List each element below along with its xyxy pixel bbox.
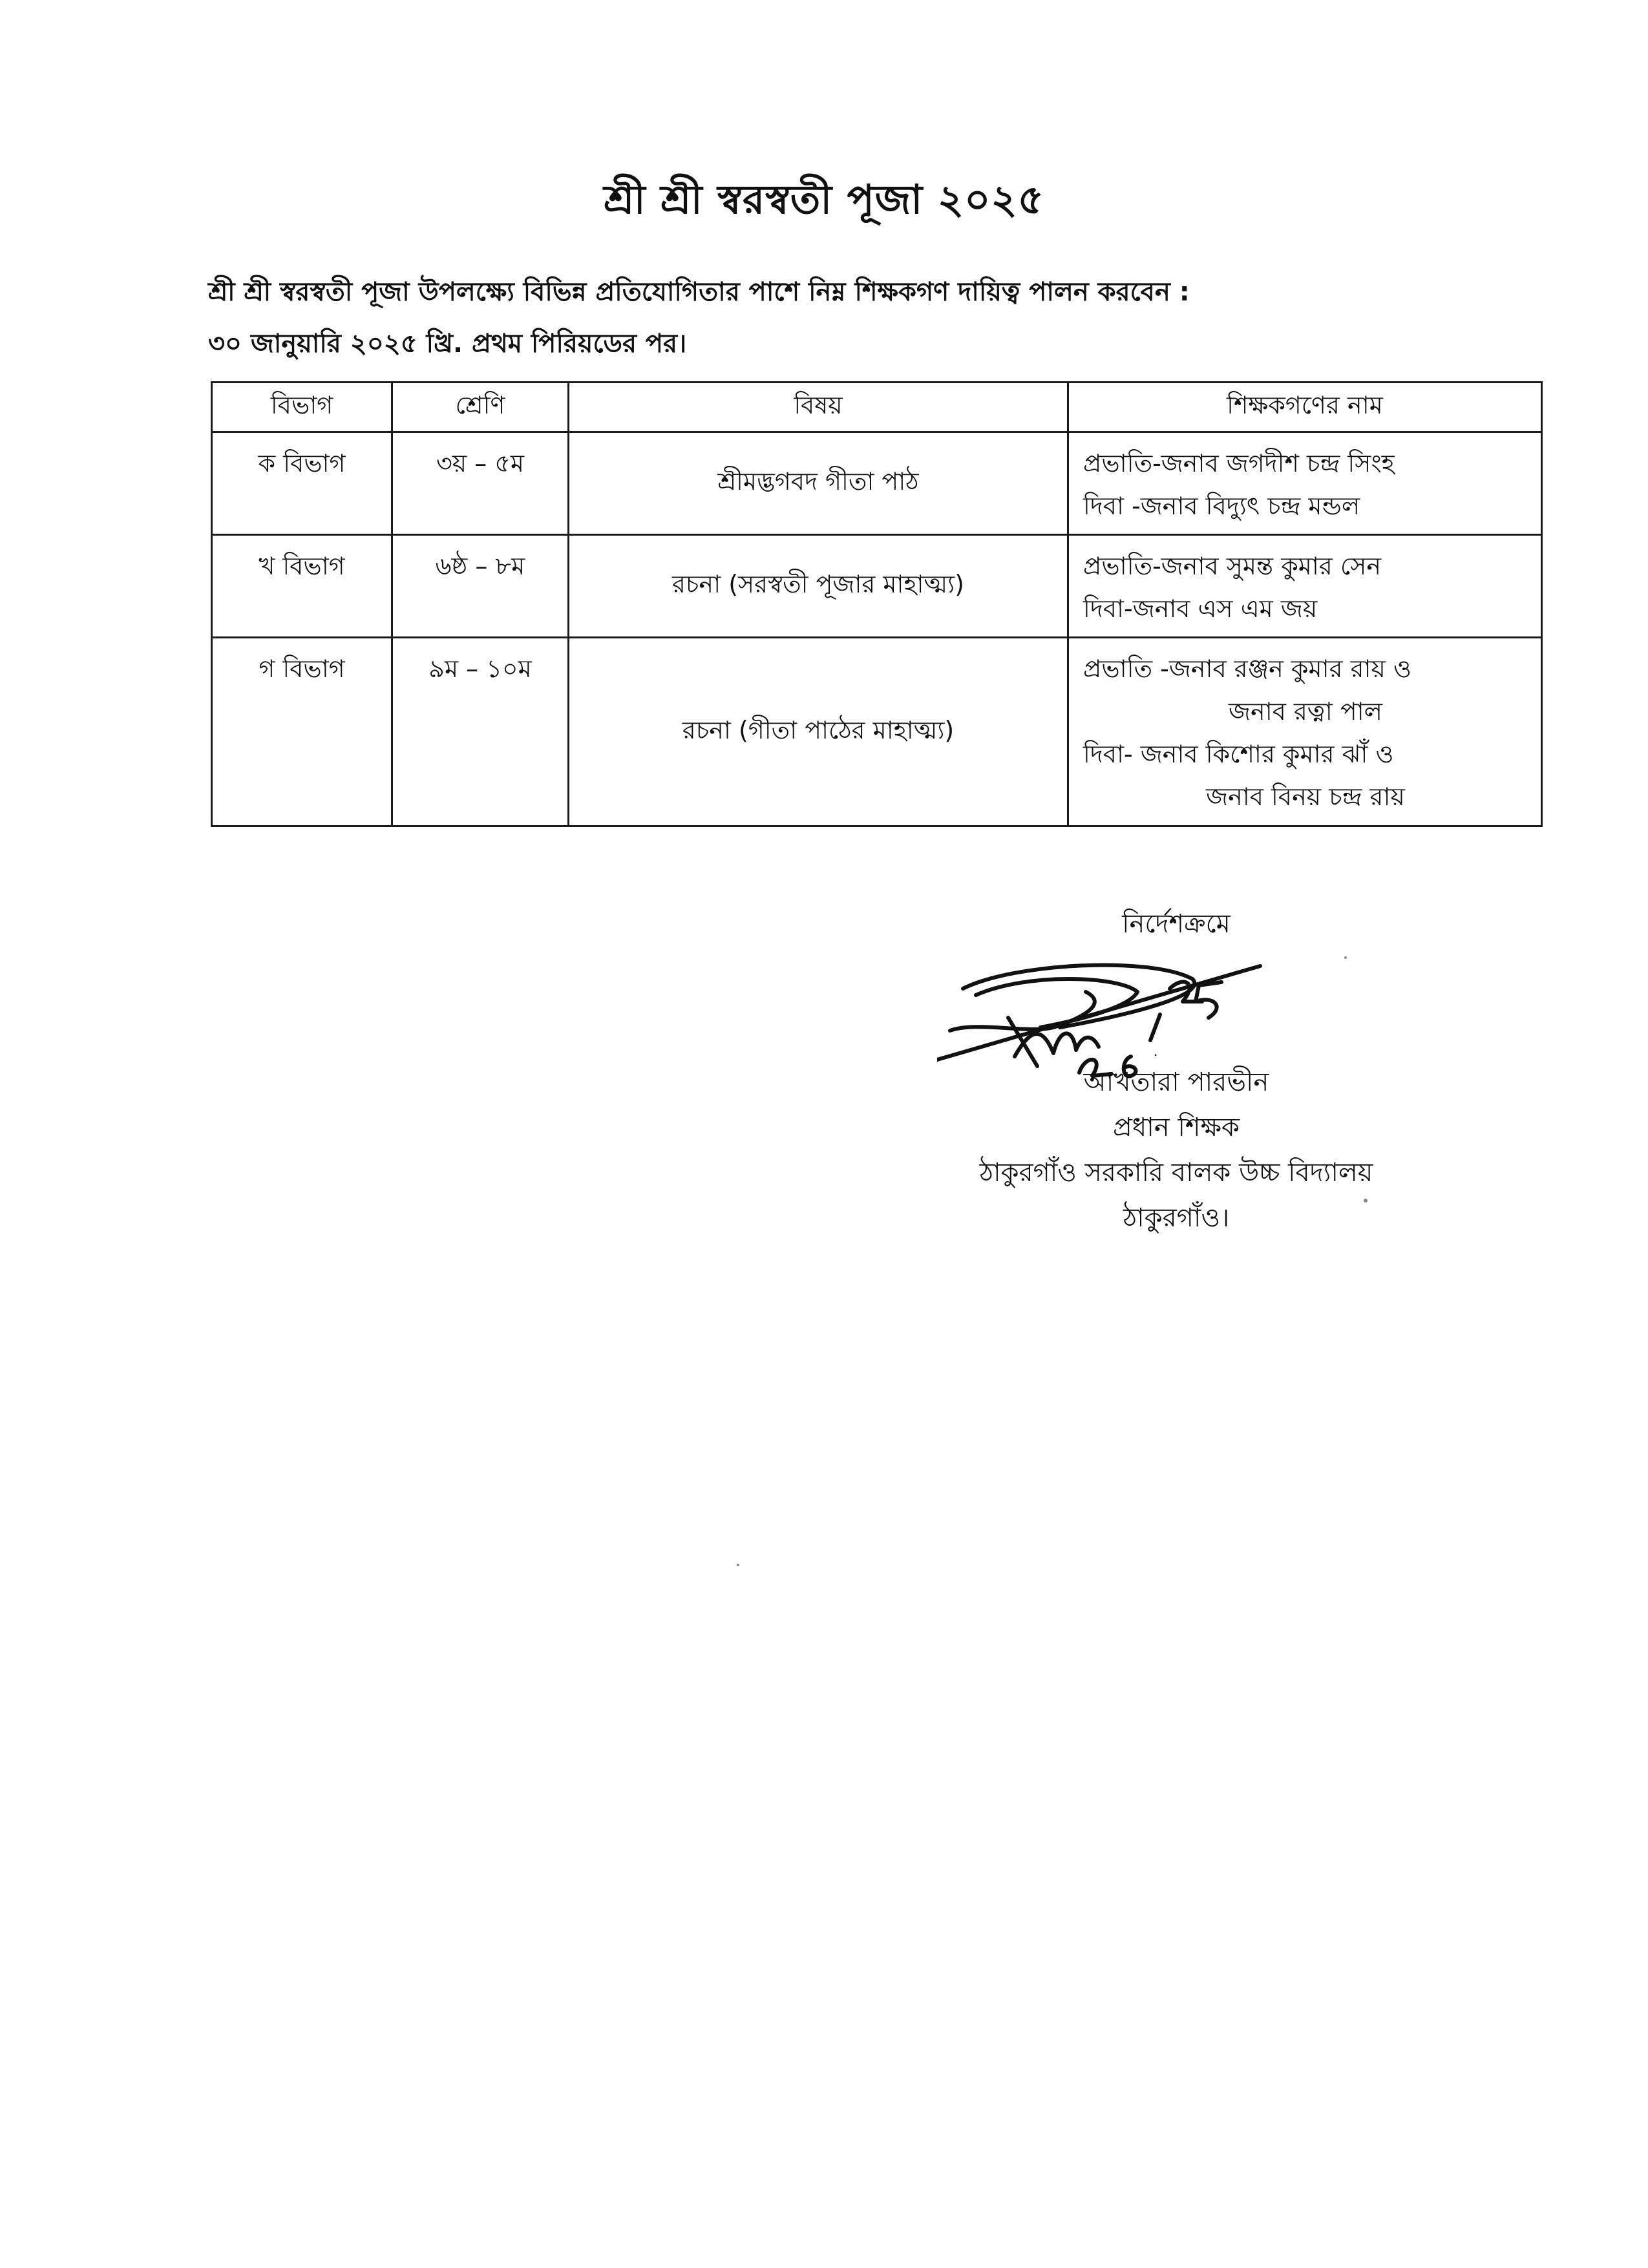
intro-paragraph: [208, 266, 1436, 370]
cell-class: ৯ম – ১০ম: [392, 638, 569, 826]
cell-teachers: [1068, 535, 1542, 638]
sign-date-dot: ·: [1154, 1047, 1158, 1063]
intro-line-1: শ্রী শ্রী স্বরস্বতী পূজা উপলক্ষ্যে বিভিন্ন প্রতিযোগিতার পাশে নিম্ন শিক্ষকগণ দায়িত্ব পালন করবেন :: [208, 277, 1190, 307]
header-subject: বিষয়: [569, 383, 1068, 432]
teacher-line: দিবা- জনাব কিশোর কুমার ঝাঁ ও: [1083, 740, 1394, 768]
signatory-name: আখতারা পারভীন: [1083, 1067, 1269, 1097]
teacher-line: দিবা -জনাব বিদ্যুৎ চন্দ্র মন্ডল: [1083, 492, 1360, 520]
header-category: বিভাগ: [212, 383, 392, 432]
header-class: শ্রেণি: [392, 383, 569, 432]
cell-class: ৬ষ্ঠ – ৮ম: [392, 535, 569, 638]
cell-teachers: [1068, 432, 1542, 535]
cell-subject: শ্রীমদ্ভগবদ গীতা পাঠ: [569, 432, 1068, 535]
by-order-label: নির্দেশক্রমে: [1122, 909, 1231, 939]
institution-location: ঠাকুরগাঁও।: [1123, 1203, 1230, 1233]
scan-speck: [1364, 1199, 1368, 1202]
teacher-line: প্রভাতি-জনাব সুমন্ত কুমার সেন: [1083, 552, 1382, 580]
header-teachers: শিক্ষকগণের নাম: [1068, 383, 1542, 432]
document-title: শ্রী শ্রী স্বরস্বতী পূজা ২০২৫: [604, 176, 1044, 223]
teacher-line: প্রভাতি-জনাব জগদীশ চন্দ্র সিংহ: [1083, 449, 1395, 478]
cell-teachers: [1068, 638, 1542, 826]
intro-line-2: ৩০ জানুয়ারি ২০২৫ খ্রি. প্রথম পিরিয়ডের পর।: [208, 329, 687, 359]
table-row: [212, 432, 1542, 535]
cell-category: ক বিভাগ: [212, 432, 392, 535]
teacher-line: জনাব রত্না পাল: [1229, 697, 1382, 726]
teacher-line: জনাব বিনয় চন্দ্র রায়: [1206, 782, 1405, 811]
cell-class: ৩য় – ৫ম: [392, 432, 569, 535]
table-header-row: [212, 383, 1542, 432]
scan-speck: [1344, 956, 1347, 959]
institution-name: ঠাকুরগাঁও সরকারি বালক উচ্চ বিদ্যালয়: [979, 1158, 1373, 1188]
cell-subject: রচনা (গীতা পাঠের মাহাত্ম্য): [569, 638, 1068, 826]
teacher-line: দিবা-জনাব এস এম জয়: [1083, 594, 1318, 623]
signature-block: [885, 1060, 1467, 1241]
table-row: [212, 638, 1542, 826]
scan-speck: [737, 1564, 739, 1566]
cell-category: খ বিভাগ: [212, 535, 392, 638]
duty-table: [211, 381, 1543, 827]
teacher-line: প্রভাতি -জনাব রঞ্জন কুমার রায় ও: [1083, 655, 1411, 683]
cell-subject: রচনা (সরস্বতী পূজার মাহাত্ম্য): [569, 535, 1068, 638]
cell-category: গ বিভাগ: [212, 638, 392, 826]
signatory-designation: প্রধান শিক্ষক: [1113, 1113, 1240, 1142]
table-row: [212, 535, 1542, 638]
